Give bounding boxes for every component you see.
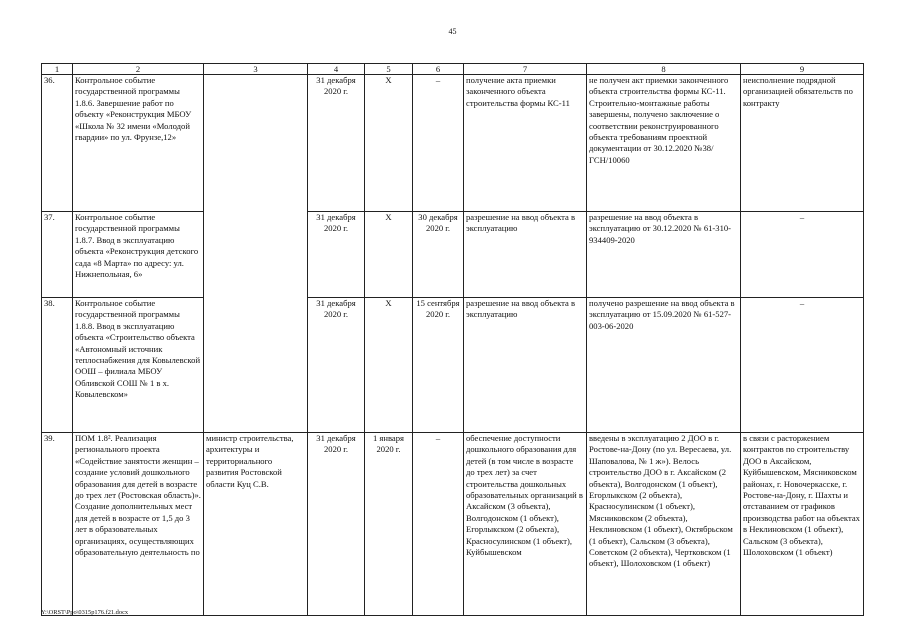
start-date: X [365, 298, 413, 433]
responsible-executor: министр строительства, архитектуры и территориального развития Ростовской области Куц С.В. [204, 433, 308, 616]
table-row [42, 75, 864, 212]
header-cell-8: 8 [587, 64, 741, 75]
failure-reasons: – [741, 212, 864, 298]
table-row [42, 433, 864, 616]
actual-date: 15 сентября 2020 г. [413, 298, 464, 433]
header-cell-9: 9 [741, 64, 864, 75]
header-cell-7: 7 [464, 64, 587, 75]
column-number-row [42, 64, 864, 75]
page-number: 45 [448, 27, 457, 36]
row-number: 36. [42, 75, 73, 212]
header-cell-5: 5 [365, 64, 413, 75]
table-row [42, 298, 864, 433]
start-date: X [365, 75, 413, 212]
actual-date: – [413, 75, 464, 212]
event-description: Контрольное событие государственной программы 1.8.7. Ввод в эксплуатацию объекта «Реконструкция детского сада «8 Марта» по адресу: ул. Нижнепольная, 6» [73, 212, 204, 298]
planned-date: 31 декабря 2020 г. [308, 433, 365, 616]
failure-reasons: в связи с расторжением контрактов по строительству ДОО в Аксайском, Куйбышевском, Мясниковском районах, г. Новочеркасске, г. Ростове-на-Дону, г. Шахты и отставанием от графиков производства работ на объектах в Неклиновском (1 объект), Сальском (3 объекта), Шолоховском (1 объект) [741, 433, 864, 616]
failure-reasons: неисполнение подрядной организацией обязательств по контракту [741, 75, 864, 212]
expected-result: разрешение на ввод объекта в эксплуатацию [464, 212, 587, 298]
header-cell-3: 3 [204, 64, 308, 75]
header-cell-4: 4 [308, 64, 365, 75]
row-number: 39. [42, 433, 73, 616]
program-report-table [41, 63, 864, 616]
expected-result: получение акта приемки законченного объекта строительства формы КС-11 [464, 75, 587, 212]
row-number: 37. [42, 212, 73, 298]
header-cell-2: 2 [73, 64, 204, 75]
event-description: ПОМ 1.8². Реализация регионального проекта «Содействие занятости женщин – создание условий дошкольного образования для детей в возрасте до трех лет (Ростовская область)». Создание дополнительных мест для детей в возрасте от 1,5 до 3 лет в образовательных организациях, осуществляющих образовательную деятельность по [73, 433, 204, 616]
actual-date: – [413, 433, 464, 616]
planned-date: 31 декабря 2020 г. [308, 212, 365, 298]
actual-result: получено разрешение на ввод объекта в эксплуатацию от 15.09.2020 № 61-527-003-06-2020 [587, 298, 741, 433]
start-date: 1 января 2020 г. [365, 433, 413, 616]
expected-result: разрешение на ввод объекта в эксплуатацию [464, 298, 587, 433]
planned-date: 31 декабря 2020 г. [308, 75, 365, 212]
table-row [42, 212, 864, 298]
responsible-executor [204, 75, 308, 433]
planned-date: 31 декабря 2020 г. [308, 298, 365, 433]
header-cell-6: 6 [413, 64, 464, 75]
actual-result: разрешение на ввод объекта в эксплуатацию от 30.12.2020 № 61-310-934409-2020 [587, 212, 741, 298]
start-date: X [365, 212, 413, 298]
event-description: Контрольное событие государственной программы 1.8.6. Завершение работ по объекту «Реконструкция МБОУ «Школа № 32 имени «Молодой гвардии» по ул. Фрунзе,12» [73, 75, 204, 212]
failure-reasons: – [741, 298, 864, 433]
header-cell-1: 1 [42, 64, 73, 75]
expected-result: обеспечение доступности дошкольного образования для детей (в том числе в возрасте до трех лет) за счет строительства дошкольных образовательных организаций в Аксайском (3 объекта), Волгодонском (1 объект), Егорлыкском (2 объекта), Красносулинском (1 объект), Куйбышевском [464, 433, 587, 616]
row-number: 38. [42, 298, 73, 433]
event-description: Контрольное событие государственной программы 1.8.8. Ввод в эксплуатацию объекта «Строительство объекта «Автономный источник теплоснабжения для Ковылевской ООШ – филиала МБОУ Обливской СОШ № 1 в х. Ковылевском» [73, 298, 204, 433]
actual-result: не получен акт приемки законченного объекта строительства формы КС-11. Строительно-монтажные работы завершены, получено заключение о соответствии реконструированного объекта требованиям проектной документации от 30.12.2020 №38/ГСН/10060 [587, 75, 741, 212]
file-path-footer: Y:\ORST\Ppo\0315p176.f21.docx [41, 609, 129, 616]
actual-date: 30 декабря 2020 г. [413, 212, 464, 298]
actual-result: введены в эксплуатацию 2 ДОО в г. Ростове-на-Дону (по ул. Вересаева, ул. Шаповалова, № 1 ж»). Велось строительство ДОО в г. Аксайском (2 объекта), Волгодонском (1 объект), Егорлыкском (2 объекта), Красносулинском (1 объект), Мясниковском (2 объекта), Неклиновском (1 объект), Октябрьском (1 объект), Сальском (3 объекта), Советском (2 объекта), Чертковском (1 объект), Шолоховском (1 объект) [587, 433, 741, 616]
